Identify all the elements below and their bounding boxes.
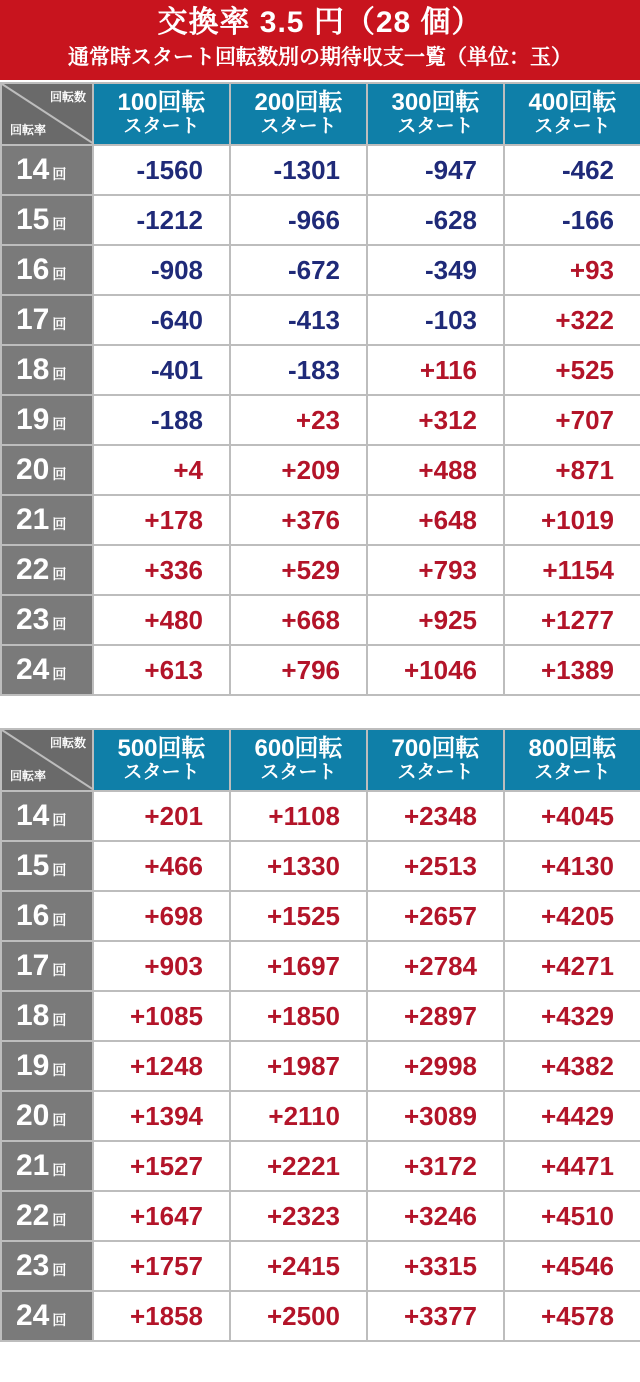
value-cell: +4471 [504, 1141, 640, 1191]
value-cell: -1560 [93, 145, 230, 195]
row-unit: 回 [52, 812, 67, 828]
column-header-suffix: スタート [260, 116, 337, 137]
value-cell: +312 [367, 395, 504, 445]
header-row [1, 83, 640, 145]
value-cell: -349 [367, 245, 504, 295]
value-cell: +480 [93, 595, 230, 645]
row-unit: 回 [52, 1212, 67, 1228]
table-row [1, 841, 640, 891]
value-cell: -947 [367, 145, 504, 195]
row-rate: 24 [16, 1299, 50, 1332]
value-cell: -401 [93, 345, 230, 395]
table-row [1, 495, 640, 545]
row-header [1, 1191, 93, 1241]
value-cell: +1858 [93, 1291, 230, 1341]
row-unit: 回 [52, 666, 67, 682]
column-header-suffix: スタート [260, 762, 337, 783]
value-cell: +903 [93, 941, 230, 991]
value-cell: -1301 [230, 145, 367, 195]
row-header [1, 295, 93, 345]
value-cell: +1850 [230, 991, 367, 1041]
value-cell: -640 [93, 295, 230, 345]
value-cell: +2500 [230, 1291, 367, 1341]
row-unit: 回 [52, 416, 67, 432]
value-cell: +3377 [367, 1291, 504, 1341]
row-header [1, 545, 93, 595]
corner-bottom-label: 回転率 [10, 123, 47, 137]
value-cell: +336 [93, 545, 230, 595]
value-cell: -166 [504, 195, 640, 245]
value-cell: +796 [230, 645, 367, 695]
row-unit: 回 [52, 912, 67, 928]
header-row [1, 729, 640, 791]
corner-cell [1, 83, 93, 145]
value-cell: +925 [367, 595, 504, 645]
value-cell: +525 [504, 345, 640, 395]
row-header [1, 1091, 93, 1141]
table-row [1, 345, 640, 395]
row-unit: 回 [52, 1312, 67, 1328]
table-row [1, 445, 640, 495]
table-row [1, 545, 640, 595]
value-cell: +793 [367, 545, 504, 595]
value-cell: +1085 [93, 991, 230, 1041]
table-row [1, 791, 640, 841]
row-unit: 回 [52, 216, 67, 232]
column-header-spins: 100回転 [117, 89, 206, 116]
table-row [1, 1091, 640, 1141]
value-cell: +2110 [230, 1091, 367, 1141]
value-cell: +1647 [93, 1191, 230, 1241]
value-cell: +116 [367, 345, 504, 395]
row-header [1, 145, 93, 195]
row-rate: 18 [16, 353, 50, 386]
value-cell: +668 [230, 595, 367, 645]
row-rate: 24 [16, 653, 50, 686]
row-header [1, 345, 93, 395]
row-rate: 23 [16, 1249, 50, 1282]
value-cell: +2415 [230, 1241, 367, 1291]
table-row [1, 1191, 640, 1241]
column-header-suffix: スタート [123, 762, 200, 783]
corner-top-label: 回転数 [49, 736, 86, 750]
row-unit: 回 [52, 962, 67, 978]
column-header-spins: 500回転 [117, 735, 206, 762]
row-unit: 回 [52, 266, 67, 282]
column-header [230, 83, 367, 145]
row-rate: 15 [16, 203, 50, 236]
row-header [1, 245, 93, 295]
value-cell: +707 [504, 395, 640, 445]
value-cell: +4045 [504, 791, 640, 841]
row-unit: 回 [52, 1162, 67, 1178]
value-cell: -462 [504, 145, 640, 195]
value-cell: +2784 [367, 941, 504, 991]
row-header [1, 395, 93, 445]
value-cell: +2323 [230, 1191, 367, 1241]
column-header-spins: 800回転 [528, 735, 617, 762]
value-cell: +3246 [367, 1191, 504, 1241]
row-unit: 回 [52, 1062, 67, 1078]
row-unit: 回 [52, 1262, 67, 1278]
corner-cell [1, 729, 93, 791]
table-row [1, 595, 640, 645]
page-subtitle: 通常時スタート回転数別の期待収支一覧（単位：玉） [68, 46, 572, 69]
table-row [1, 645, 640, 695]
value-cell: +1394 [93, 1091, 230, 1141]
column-header-spins: 300回転 [391, 89, 480, 116]
value-cell: +648 [367, 495, 504, 545]
row-unit: 回 [52, 516, 67, 532]
value-cell: +2897 [367, 991, 504, 1041]
page-title: 交換率 3.5 円（28 個） [157, 6, 483, 39]
column-header [367, 83, 504, 145]
value-cell: -183 [230, 345, 367, 395]
expected-value-table-2 [0, 728, 640, 1342]
row-unit: 回 [52, 466, 67, 482]
row-rate: 14 [16, 799, 50, 832]
row-unit: 回 [52, 862, 67, 878]
row-header [1, 645, 93, 695]
table-row [1, 395, 640, 445]
value-cell: +1389 [504, 645, 640, 695]
column-header-suffix: スタート [397, 762, 474, 783]
value-cell: +4510 [504, 1191, 640, 1241]
column-header-spins: 600回転 [254, 735, 343, 762]
row-rate: 16 [16, 253, 50, 286]
value-cell: +4271 [504, 941, 640, 991]
row-rate: 19 [16, 403, 50, 436]
value-cell: +3172 [367, 1141, 504, 1191]
value-cell: +4205 [504, 891, 640, 941]
row-rate: 17 [16, 949, 50, 982]
value-cell: -1212 [93, 195, 230, 245]
value-cell: +1330 [230, 841, 367, 891]
value-cell: +178 [93, 495, 230, 545]
value-cell: +613 [93, 645, 230, 695]
row-rate: 15 [16, 849, 50, 882]
row-header [1, 1241, 93, 1291]
row-unit: 回 [52, 616, 67, 632]
row-rate: 22 [16, 553, 50, 586]
value-cell: +201 [93, 791, 230, 841]
row-header [1, 595, 93, 645]
table-row [1, 1291, 640, 1341]
value-cell: -103 [367, 295, 504, 345]
table-row [1, 991, 640, 1041]
row-unit: 回 [52, 1012, 67, 1028]
row-unit: 回 [52, 366, 67, 382]
value-cell: +1757 [93, 1241, 230, 1291]
row-rate: 19 [16, 1049, 50, 1082]
row-rate: 17 [16, 303, 50, 336]
value-cell: -908 [93, 245, 230, 295]
value-cell: +2348 [367, 791, 504, 841]
value-cell: +4329 [504, 991, 640, 1041]
column-header [230, 729, 367, 791]
value-cell: +2221 [230, 1141, 367, 1191]
column-header-suffix: スタート [397, 116, 474, 137]
value-cell: +376 [230, 495, 367, 545]
value-cell: +322 [504, 295, 640, 345]
column-header-suffix: スタート [534, 762, 611, 783]
row-header [1, 891, 93, 941]
value-cell: +488 [367, 445, 504, 495]
value-cell: +1108 [230, 791, 367, 841]
table-row [1, 245, 640, 295]
column-header [93, 729, 230, 791]
table-row [1, 195, 640, 245]
table-row [1, 941, 640, 991]
value-cell: +93 [504, 245, 640, 295]
corner-bottom-label: 回転率 [10, 769, 47, 783]
expected-value-table-1 [0, 82, 640, 696]
row-rate: 21 [16, 503, 50, 536]
column-header [504, 83, 640, 145]
value-cell: +4578 [504, 1291, 640, 1341]
value-cell: +4429 [504, 1091, 640, 1141]
row-rate: 23 [16, 603, 50, 636]
value-cell: -188 [93, 395, 230, 445]
value-cell: +3315 [367, 1241, 504, 1291]
row-header [1, 1141, 93, 1191]
value-cell: +466 [93, 841, 230, 891]
value-cell: +2657 [367, 891, 504, 941]
value-cell: +1525 [230, 891, 367, 941]
column-header [367, 729, 504, 791]
value-cell: +209 [230, 445, 367, 495]
value-cell: -672 [230, 245, 367, 295]
value-cell: +3089 [367, 1091, 504, 1141]
title-banner [0, 0, 640, 80]
row-header [1, 495, 93, 545]
row-rate: 18 [16, 999, 50, 1032]
row-header [1, 195, 93, 245]
value-cell: +1154 [504, 545, 640, 595]
value-cell: +23 [230, 395, 367, 445]
column-header [504, 729, 640, 791]
value-cell: +4382 [504, 1041, 640, 1091]
row-header [1, 1041, 93, 1091]
value-cell: +4130 [504, 841, 640, 891]
row-rate: 22 [16, 1199, 50, 1232]
column-header-suffix: スタート [534, 116, 611, 137]
row-unit: 回 [52, 566, 67, 582]
row-header [1, 991, 93, 1041]
value-cell: +2513 [367, 841, 504, 891]
value-cell: +871 [504, 445, 640, 495]
value-cell: -628 [367, 195, 504, 245]
row-header [1, 445, 93, 495]
value-cell: +4546 [504, 1241, 640, 1291]
value-cell: -966 [230, 195, 367, 245]
row-header [1, 941, 93, 991]
row-rate: 21 [16, 1149, 50, 1182]
row-rate: 14 [16, 153, 50, 186]
table-row [1, 891, 640, 941]
value-cell: +529 [230, 545, 367, 595]
row-unit: 回 [52, 316, 67, 332]
column-header-spins: 200回転 [254, 89, 343, 116]
table-row [1, 1141, 640, 1191]
value-cell: +1046 [367, 645, 504, 695]
row-unit: 回 [52, 166, 67, 182]
column-header-suffix: スタート [123, 116, 200, 137]
row-rate: 20 [16, 453, 50, 486]
value-cell: +698 [93, 891, 230, 941]
column-header-spins: 400回転 [528, 89, 617, 116]
table-row [1, 1241, 640, 1291]
row-unit: 回 [52, 1112, 67, 1128]
corner-top-label: 回転数 [49, 90, 86, 104]
value-cell: +1697 [230, 941, 367, 991]
table-row [1, 1041, 640, 1091]
column-header [93, 83, 230, 145]
row-header [1, 791, 93, 841]
table-row [1, 145, 640, 195]
value-cell: +1019 [504, 495, 640, 545]
column-header-spins: 700回転 [391, 735, 480, 762]
value-cell: -413 [230, 295, 367, 345]
value-cell: +4 [93, 445, 230, 495]
row-header [1, 841, 93, 891]
value-cell: +1248 [93, 1041, 230, 1091]
value-cell: +1277 [504, 595, 640, 645]
row-header [1, 1291, 93, 1341]
value-cell: +2998 [367, 1041, 504, 1091]
table-row [1, 295, 640, 345]
row-rate: 20 [16, 1099, 50, 1132]
row-rate: 16 [16, 899, 50, 932]
value-cell: +1987 [230, 1041, 367, 1091]
value-cell: +1527 [93, 1141, 230, 1191]
